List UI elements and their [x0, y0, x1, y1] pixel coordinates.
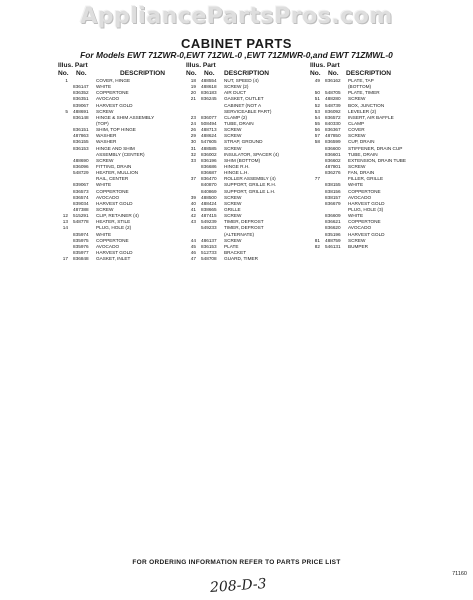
part-description: SCREW	[224, 133, 242, 139]
part-description: WASHER	[96, 133, 117, 139]
column-header	[186, 62, 307, 78]
part-description: HARVEST GOLD	[96, 200, 133, 206]
ordering-info-footer: FOR ORDERING INFORMATION REFER TO PARTS PRICE LIST	[132, 559, 341, 566]
part-number: 836687	[201, 170, 217, 176]
part-number: 835974	[73, 231, 89, 237]
header-part-no: No.	[204, 69, 215, 77]
part-description: CUP, DRAIN	[348, 139, 375, 145]
illus-no: 81	[314, 237, 320, 243]
part-number: 488500	[201, 194, 217, 200]
part-description: SCREW	[96, 108, 114, 114]
part-description: AVOCADO	[96, 96, 120, 102]
part-number: 836153	[201, 243, 217, 249]
illus-no: 20	[190, 90, 196, 96]
part-number: 488713	[201, 127, 217, 133]
part-number: 548729	[73, 170, 89, 176]
part-description: AIR DUCT	[224, 90, 247, 96]
part-description: PLUG, HOLE (3)	[348, 206, 384, 212]
part-number: 836848	[73, 256, 89, 262]
part-description: (TOP)	[96, 120, 109, 126]
part-description: SCREW	[348, 133, 366, 139]
part-number: 548778	[73, 219, 89, 225]
illus-no: 26	[190, 127, 196, 133]
part-description: INSERT, AIR BAFFLE	[348, 114, 394, 120]
part-description: BUMPER	[348, 243, 369, 249]
part-description: TIMER, DEFROST	[224, 219, 264, 225]
part-description: HINGE AND SHIM	[96, 145, 135, 151]
part-description: SCREW	[224, 237, 242, 243]
part-description: STIFFENER, DRAIN CUP	[348, 145, 403, 151]
part-number: 836153	[73, 145, 89, 151]
part-number: 836352	[73, 90, 89, 96]
handwritten-note: 208-D-3	[209, 576, 268, 596]
part-description: PLUG, HOLE (2)	[96, 225, 132, 231]
part-description: STRAP, GROUND	[224, 139, 263, 145]
part-description: SUPPORT, GRILLE R.H.	[224, 182, 277, 188]
header-part-no: No.	[76, 69, 87, 77]
part-number: 836151	[73, 127, 89, 133]
part-description: HINGE R.H.	[224, 163, 250, 169]
parts-list	[310, 78, 435, 250]
part-number: 836686	[201, 163, 217, 169]
part-description: HEATER, STILE	[96, 219, 131, 225]
part-number: 836620	[325, 225, 341, 231]
part-number: 836092	[325, 108, 341, 114]
illus-no: 43	[190, 219, 196, 225]
document-code: 71160	[452, 571, 467, 577]
part-number: 839034	[73, 200, 89, 206]
part-number: 487801	[325, 163, 341, 169]
part-row	[186, 256, 307, 262]
part-description: FILLER, GRILLE	[348, 176, 384, 182]
illus-no: 23	[190, 114, 196, 120]
part-number: 836572	[325, 114, 341, 120]
part-number: 512733	[201, 249, 217, 255]
illus-no: 39	[190, 194, 196, 200]
part-number: 836367	[325, 127, 341, 133]
part-number: 840330	[325, 120, 341, 126]
illus-no: 54	[314, 114, 320, 120]
part-description: WHITE	[96, 231, 112, 237]
header-part-no: No.	[328, 69, 339, 77]
part-description: GASKET, OUTLET	[224, 96, 264, 102]
part-number: 835975	[73, 237, 89, 243]
illus-no: 77	[314, 176, 320, 182]
part-description: SHIM (BOTTOM)	[224, 157, 261, 163]
part-description: HARVEST GOLD	[96, 249, 133, 255]
part-number: 487388	[73, 206, 89, 212]
header-description: DESCRIPTION	[120, 69, 166, 77]
part-description: (BOTTOM)	[348, 84, 372, 90]
part-row	[58, 256, 183, 262]
part-description: COPPERTONE	[96, 237, 129, 243]
part-number: 835196	[325, 231, 341, 237]
part-description: FAN, DRAIN	[348, 170, 375, 176]
part-number: 488759	[325, 237, 341, 243]
illus-no: 24	[190, 120, 196, 126]
part-description: COPPERTONE	[96, 188, 129, 194]
part-number: 836609	[325, 213, 341, 219]
part-description: TIMER, DEFROST	[224, 225, 264, 231]
part-description: NUT, SPEED (4)	[224, 78, 259, 83]
part-description: SUPPORT, GRILLE L.H.	[224, 188, 276, 194]
part-number: 487415	[201, 213, 217, 219]
part-description: LEVELER (2)	[348, 108, 377, 114]
part-description: AVOCADO	[96, 194, 120, 200]
part-number: 836621	[325, 219, 341, 225]
part-description: INSULATOR, SPACER (4)	[224, 151, 279, 157]
illus-no: 19	[190, 84, 196, 90]
illus-no: 42	[190, 213, 196, 219]
part-number: 840870	[201, 182, 217, 188]
illus-no: 29	[190, 133, 196, 139]
part-description: PLATE, TIMER	[348, 90, 380, 96]
column-header	[310, 62, 435, 78]
part-description: SCREW	[348, 237, 366, 243]
page-title: CABINET PARTS	[181, 36, 292, 51]
part-description: HARVEST GOLD	[348, 200, 385, 206]
part-number: 488585	[201, 145, 217, 151]
part-description: SCREW	[224, 194, 242, 200]
illus-no: 18	[190, 78, 196, 83]
illus-no: 51	[314, 96, 320, 102]
illus-no: 49	[314, 78, 320, 83]
header-no: No.	[310, 69, 321, 77]
part-number: 840869	[201, 188, 217, 194]
parts-column-2	[186, 62, 307, 262]
part-description: WHITE	[96, 84, 112, 90]
illus-no: 40	[190, 200, 196, 206]
part-number: 488618	[201, 84, 217, 90]
illus-no: 47	[190, 256, 196, 262]
part-description: SCREW (2)	[224, 84, 249, 90]
part-number: 836599	[325, 139, 341, 145]
part-number: 486137	[201, 237, 217, 243]
part-number: 836002	[201, 151, 217, 157]
part-description: COVER	[348, 127, 365, 133]
illus-no: 17	[62, 256, 68, 262]
part-number: 836276	[325, 170, 341, 176]
header-illus-part: Illus. Part	[186, 62, 216, 69]
part-description: SCREW	[224, 213, 242, 219]
header-no: No.	[58, 69, 69, 77]
part-description: TUBE, DRAIN	[348, 151, 378, 157]
part-description: HEATER, MULLION	[96, 170, 139, 176]
part-description: GUARD, TIMER	[224, 256, 259, 262]
illus-no: 12	[62, 213, 68, 219]
part-description: COVER, HINGE	[96, 78, 131, 83]
part-row	[310, 244, 435, 250]
part-number: 838156	[325, 188, 341, 194]
part-description: FITTING, DRAIN	[96, 163, 132, 169]
part-number: 836574	[73, 194, 89, 200]
part-description: AVOCADO	[96, 243, 120, 249]
part-number: 839067	[73, 102, 89, 108]
illus-no: 37	[190, 176, 196, 182]
part-description: PLATE	[224, 243, 239, 249]
part-number: 488280	[325, 96, 341, 102]
part-description: SCREW	[224, 145, 242, 151]
part-description: CLAMP (2)	[224, 114, 248, 120]
models-subtitle: For Models EWT 71ZWR-0,EWT 71ZWL-0 ,EWT 71ZMWR-0,and EWT 71ZMWL-0	[80, 50, 393, 60]
part-description: HINGE L.H.	[224, 170, 249, 176]
part-number: 488624	[201, 133, 217, 139]
part-description: SHIM, TOP HINGE	[96, 127, 136, 133]
watermark: AppliancePartsPros.com	[80, 4, 393, 29]
part-description: GRILLE	[224, 206, 241, 212]
part-description: BRACKET	[224, 249, 247, 255]
part-number: 549233	[201, 225, 217, 231]
part-number: 548708	[201, 256, 217, 262]
illus-no: 53	[314, 108, 320, 114]
part-number: 487863	[73, 133, 89, 139]
part-number: 548739	[325, 102, 341, 108]
part-description: SCREW	[348, 96, 366, 102]
part-number: 835976	[73, 243, 89, 249]
illus-no: 44	[190, 237, 196, 243]
part-description: WASHER	[96, 139, 117, 145]
illus-no: 82	[314, 243, 320, 249]
part-description: EXTENSION, DRAIN TUBE	[348, 157, 406, 163]
part-number: 838155	[325, 182, 341, 188]
part-description: COPPERTONE	[348, 188, 381, 194]
illus-no: 45	[190, 243, 196, 249]
part-number: 548705	[325, 90, 341, 96]
illus-no: 52	[314, 102, 320, 108]
illus-no: 56	[314, 127, 320, 133]
part-number: 836183	[201, 90, 217, 96]
part-description: AVOCADO	[348, 225, 372, 231]
part-description: GASKET, INLET	[96, 256, 131, 262]
illus-no: 57	[314, 133, 320, 139]
part-number: 836573	[73, 188, 89, 194]
part-number: 488690	[73, 157, 89, 163]
part-description: HARVEST GOLD	[348, 231, 385, 237]
part-description: RAIL, CENTER	[96, 176, 129, 182]
illus-no: 55	[314, 120, 320, 126]
part-description: CABINET (NOT A	[224, 102, 262, 108]
part-number: 549239	[201, 219, 217, 225]
part-description: AVOCADO	[348, 194, 372, 200]
header-description: DESCRIPTION	[224, 69, 270, 77]
part-description: HARVEST GOLD	[96, 102, 133, 108]
part-number: 546131	[325, 243, 341, 249]
part-number: 515291	[73, 213, 89, 219]
part-number: 547605	[201, 139, 217, 145]
part-description: CLIP, RETAINER (4)	[96, 213, 139, 219]
part-number: 836148	[73, 114, 89, 120]
part-description: (ALTERNATE)	[224, 231, 255, 237]
part-description: CLAMP	[348, 120, 365, 126]
header-description: DESCRIPTION	[346, 69, 392, 77]
part-number: 836470	[201, 176, 217, 182]
part-number: 835977	[73, 249, 89, 255]
part-description: WHITE	[348, 213, 364, 219]
illus-no: 58	[314, 139, 320, 145]
illus-no: 14	[62, 225, 68, 231]
illus-no: 21	[190, 96, 196, 102]
part-number: 836600	[325, 145, 341, 151]
part-description: HINGE & SHIM ASSEMBLY	[96, 114, 155, 120]
illus-no: 33	[190, 157, 196, 163]
part-number: 836155	[73, 139, 89, 145]
header-illus-part: Illus. Part	[310, 62, 340, 69]
part-number: 508494	[201, 120, 217, 126]
part-number: 488691	[73, 108, 89, 114]
part-number: 836077	[201, 114, 217, 120]
part-description: SCREW	[96, 157, 114, 163]
parts-list	[58, 78, 183, 262]
part-description: COPPERTONE	[348, 219, 381, 225]
part-description: SERVICEABLE PART)	[224, 108, 272, 114]
illus-no: 31	[190, 145, 196, 151]
illus-no: 46	[190, 249, 196, 255]
part-description: PLATE, TAP	[348, 78, 374, 83]
part-number: 836351	[73, 96, 89, 102]
part-number: 487850	[325, 133, 341, 139]
part-description: SCREW	[348, 163, 366, 169]
parts-list	[186, 78, 307, 262]
part-description: TUBE, DRAIN	[224, 120, 254, 126]
part-number: 836147	[73, 84, 89, 90]
part-number: 488554	[201, 78, 217, 83]
part-number: 836196	[201, 157, 217, 163]
part-description: SCREW	[224, 127, 242, 133]
illus-no: 32	[190, 151, 196, 157]
illus-no: 30	[190, 139, 196, 145]
parts-column-3	[310, 62, 435, 250]
part-description: SCREW	[96, 206, 114, 212]
part-description: COPPERTONE	[96, 90, 129, 96]
part-description: WHITE	[348, 182, 364, 188]
illus-no: 1	[65, 78, 68, 83]
part-number: 836602	[325, 157, 341, 163]
part-number: 836679	[325, 200, 341, 206]
header-illus-part: Illus. Part	[58, 62, 88, 69]
part-number: 836245	[201, 96, 217, 102]
illus-no: 50	[314, 90, 320, 96]
part-description: ASSEMBLY (CENTER)	[96, 151, 145, 157]
header-no: No.	[186, 69, 197, 77]
part-number: 488424	[201, 200, 217, 206]
illus-no: 41	[190, 206, 196, 212]
illus-no: 5	[65, 108, 68, 114]
part-description: WHITE	[96, 182, 112, 188]
part-description: ROLLER ASSEMBLY (4)	[224, 176, 276, 182]
part-number: 836096	[73, 163, 89, 169]
illus-no: 13	[62, 219, 68, 225]
part-number: 836601	[325, 151, 341, 157]
column-header	[58, 62, 183, 78]
part-description: SCREW	[224, 200, 242, 206]
part-number: 839067	[73, 182, 89, 188]
part-number: 838157	[325, 194, 341, 200]
part-number: 838665	[201, 206, 217, 212]
parts-column-1	[58, 62, 183, 262]
part-number: 836162	[325, 78, 341, 83]
part-description: BOX, JUNCTION	[348, 102, 385, 108]
